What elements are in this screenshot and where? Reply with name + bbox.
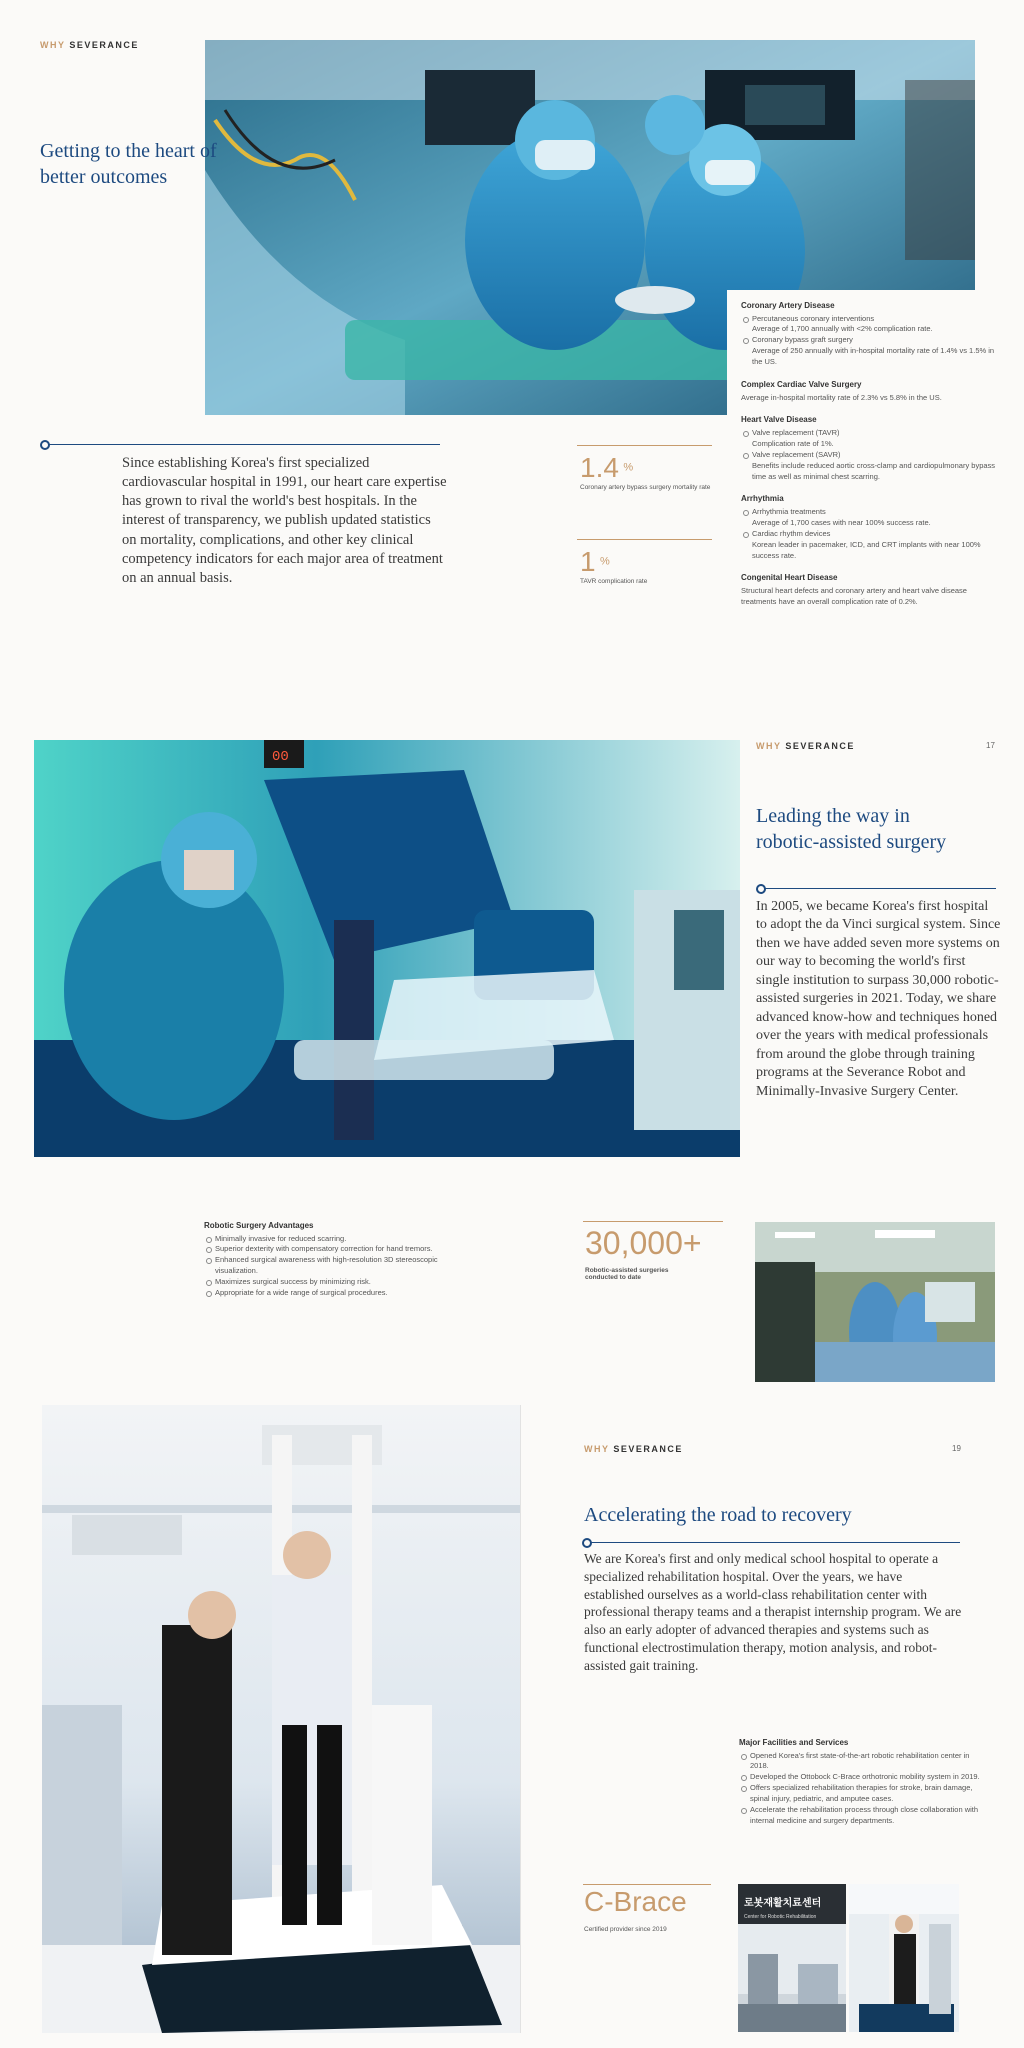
page-title: Getting to the heart of better outcomes bbox=[40, 140, 217, 188]
stat-divider bbox=[577, 445, 712, 446]
stat-tavr-complication: 1 % TAVR complication rate bbox=[580, 546, 648, 585]
section-valve-surgery: Complex Cardiac Valve Surgery Average in-hospital mortality rate of 2.3% vs 5.8% in the US. bbox=[741, 379, 942, 402]
page-number: 19 bbox=[952, 1444, 961, 1453]
eyebrow: WHY SEVERANCE bbox=[756, 741, 855, 751]
divider bbox=[48, 444, 440, 445]
stat-cbrace: C-Brace Certified provider since 2019 bbox=[584, 1886, 687, 1934]
eyebrow: WHY SEVERANCE bbox=[584, 1444, 683, 1454]
section-coronary: Coronary Artery Disease Percutaneous coronary interventions Average of 1,700 annually with <2% complication rate. Coronary bypass graft surgery Average of 250 annually with in-hospital mortality rate of 1.4% vs 1.5% in the US. bbox=[741, 300, 999, 368]
section-arrhythmia: Arrhythmia Arrhythmia treatments Average of 1,700 cases with near 100% success rate. Cardiac rhythm devices Korean leader in pacemaker, ICD, and CRT implants with near 100% success rate. bbox=[741, 493, 999, 561]
stat-divider bbox=[583, 1884, 711, 1885]
page-title: Leading the way in robotic-assisted surgery bbox=[756, 805, 947, 853]
rehab-facilities: Major Facilities and Services Opened Korea's first state-of-the-art robotic rehabilitation center in 2018. Developed the Ottobock C-Brace orthotronic mobility system in 2019. Offers specialized rehabilitation therapies for stroke, brain damage, spinal injury, pediatric, and amputee cases. Accelerate the rehabilitation process through close collaboration with internal medicine and surgery departments. bbox=[739, 1737, 989, 1827]
page-gutter bbox=[520, 1405, 521, 2033]
page-title: Accelerating the road to recovery bbox=[584, 1504, 852, 1526]
rule-marker bbox=[40, 440, 50, 450]
section-congenital: Congenital Heart Disease Structural heart defects and coronary artery and heart valve disease treatments have an overall complication rate of 0.2%. bbox=[741, 573, 967, 606]
eyebrow: WHY SEVERANCE bbox=[40, 40, 139, 50]
center-sign-subtext: Center for Robotic Rehabilitation bbox=[744, 1914, 817, 1920]
divider bbox=[764, 888, 996, 889]
robotic-surgery-photo bbox=[34, 740, 740, 1157]
section-heart-valve: Heart Valve Disease Valve replacement (TAVR) Complication rate of 1%. Valve replacement (SAVR) Benefits include reduced aortic cross-clamp and cardiopulmonary bypass time as well as minimal chest scarring. bbox=[741, 414, 999, 482]
page-number: 17 bbox=[986, 741, 995, 750]
rule-marker bbox=[582, 1538, 592, 1548]
rehabilitation-photo bbox=[42, 1405, 520, 2033]
stat-divider bbox=[583, 1221, 723, 1222]
rule-marker bbox=[756, 884, 766, 894]
operating-room-photo bbox=[755, 1222, 995, 1382]
rehab-paragraph: We are Korea's first and only medical school hospital to operate a specialized rehabilitation hospital. Over the years, we have established ourselves as a world-class rehabilitation center with professional therapy teams and a therapist internship program. We are also an early adopter of advanced therapies and systems such as functional electrostimulation therapy, motion analysis, and robot-assisted gait training. bbox=[584, 1551, 962, 1673]
stat-cabg-mortality: 1.4 % Coronary artery bypass surgery mortality rate bbox=[580, 452, 711, 491]
monitor-digits: 00 bbox=[272, 749, 289, 765]
stat-robotic-surgeries: 30,000+ Robotic-assisted surgeries conducted to date bbox=[585, 1225, 702, 1282]
divider bbox=[590, 1542, 960, 1543]
cardiac-outcomes-panel bbox=[727, 290, 1003, 619]
gait-training-photo bbox=[849, 1884, 959, 2032]
stat-divider bbox=[577, 539, 712, 540]
robotic-paragraph: In 2005, we became Korea's first hospital to adopt the da Vinci surgical system. Since then we have added seven more systems on our way to becoming the world's first single institution to surpass 30,000 robotic-assisted surgeries in 2021. Today, we share advanced know-how and techniques honed over the years with medical professionals from around the globe through training programs at the Severance Robot and Minimally-Invasive Surgery Center. bbox=[756, 899, 1001, 1099]
intro-paragraph: Since establishing Korea's first specialized cardiovascular hospital in 1991, our heart care expertise has grown to rival the world's best hospitals. In the interest of transparency, we publish updated statistics on mortality, complications, and other key clinical competency indicators for each major area of treatment on an annual basis. bbox=[122, 455, 447, 586]
center-sign-text: 로봇재활치료센터 bbox=[744, 1898, 822, 1909]
rehab-center-sign-photo bbox=[738, 1884, 846, 2032]
robotic-advantages: Robotic Surgery Advantages Minimally invasive for reduced scarring. Superior dexterity with compensatory correction for hand tremors. Enhanced surgical awareness with high-resolution 3D stereoscopic visualization. Maximizes surgical success by minimizing risk. Appropriate for a wide range of surgical procedures. bbox=[204, 1220, 444, 1299]
